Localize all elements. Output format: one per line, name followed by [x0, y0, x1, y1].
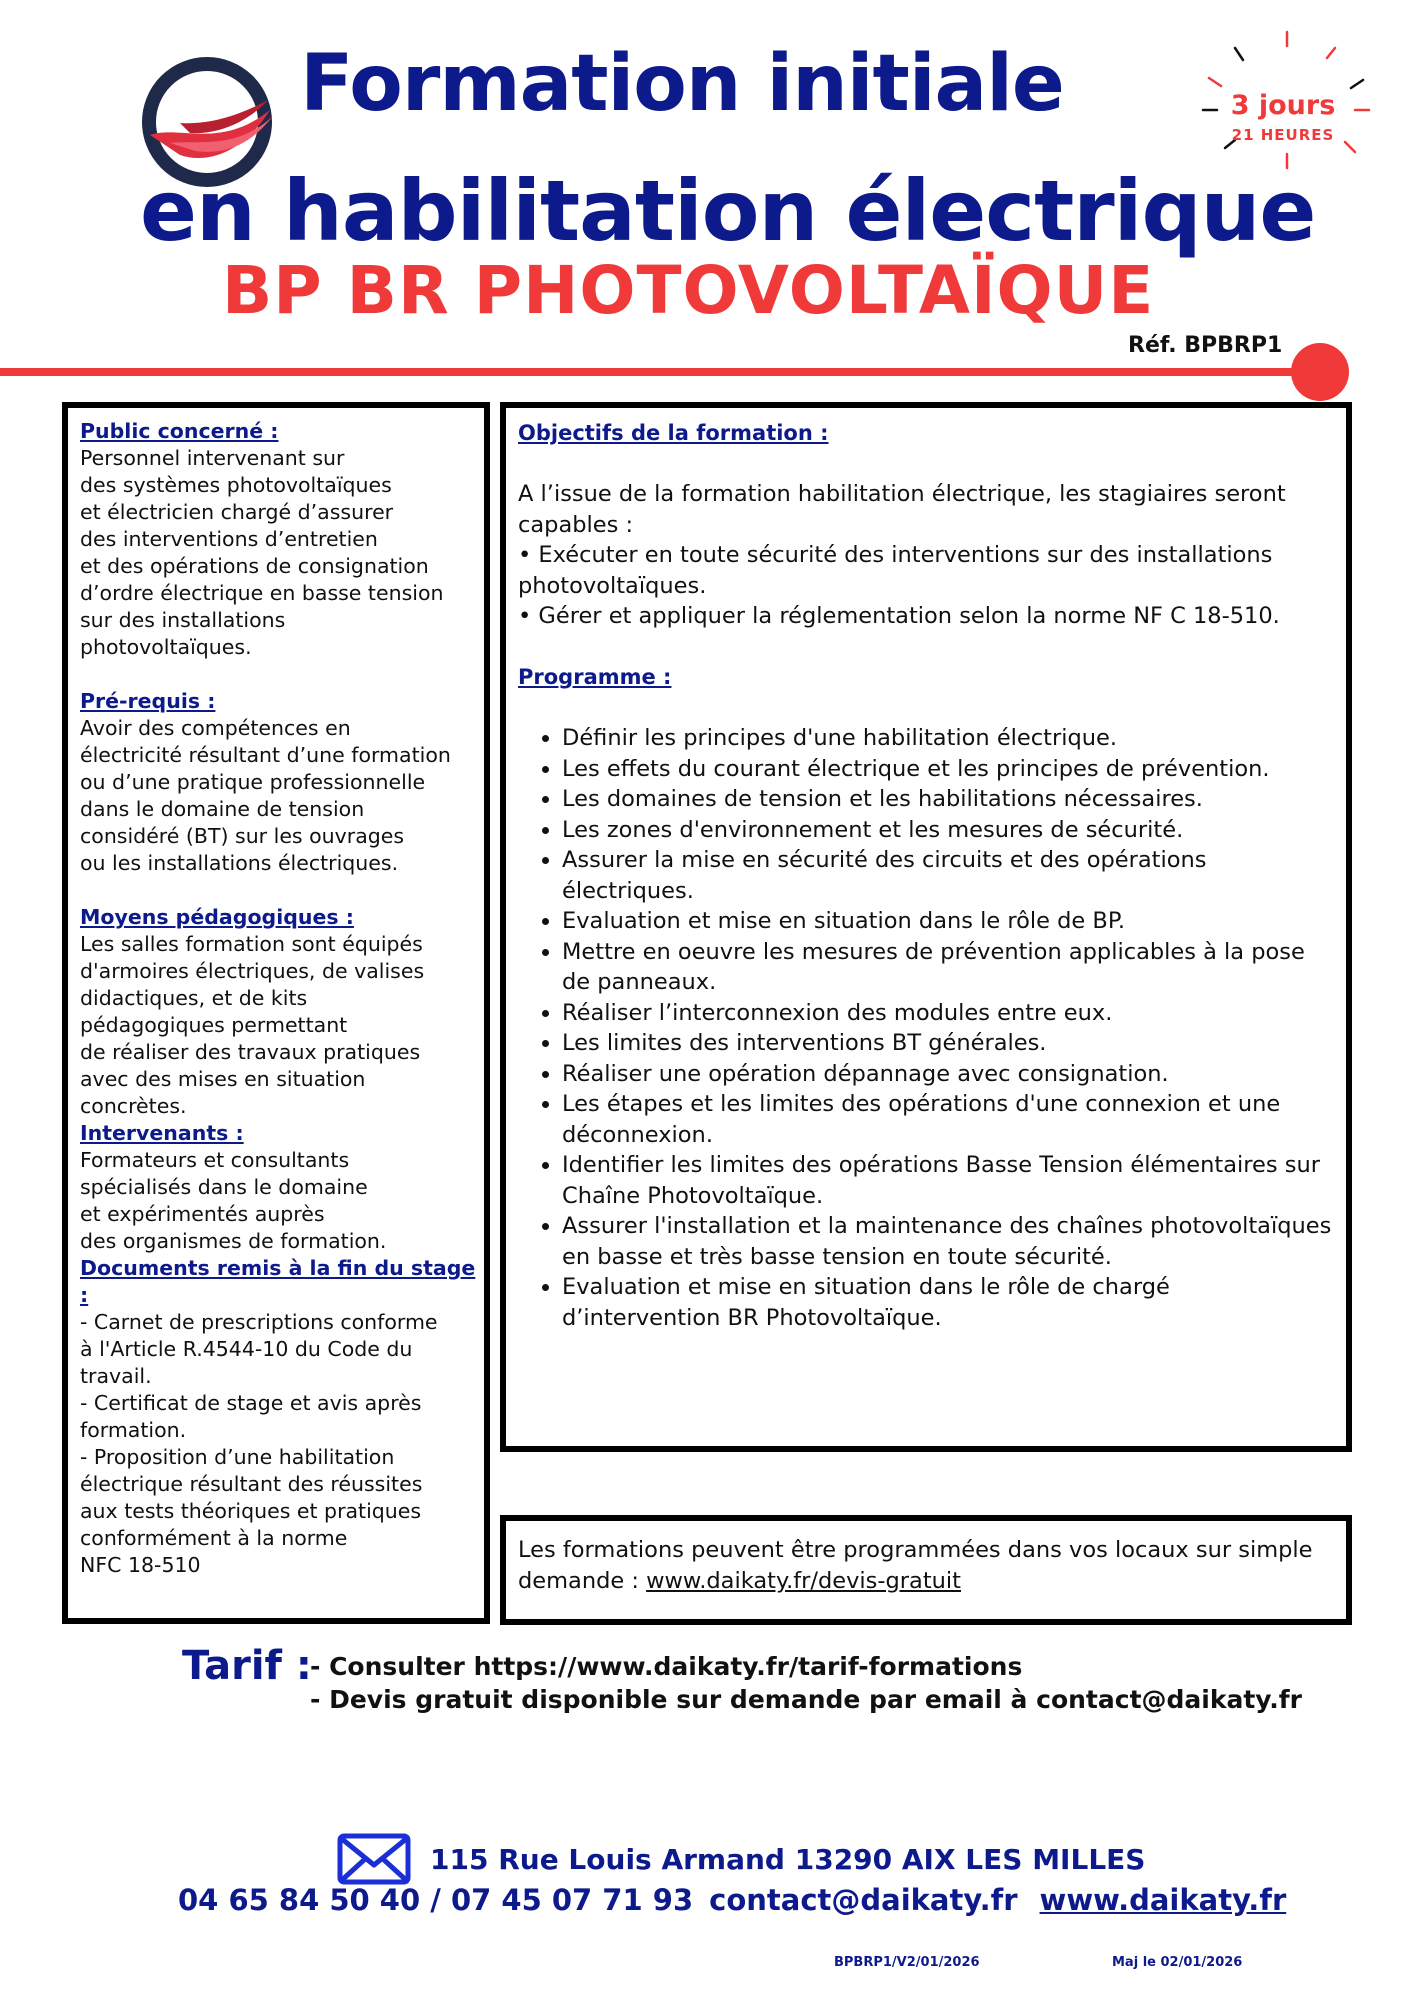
update-date: Maj le 02/01/2026: [1112, 1955, 1243, 1970]
documents-line: - Proposition d’une habilitation: [80, 1445, 395, 1469]
badge-duration-hours: 21 HEURES: [1231, 126, 1335, 144]
public-line: d’ordre électrique en basse tension: [80, 581, 444, 605]
documents-line: à l'Article R.4544-10 du Code du: [80, 1337, 413, 1361]
documents-line: travail.: [80, 1364, 152, 1388]
header-divider-dot: [1291, 343, 1349, 401]
devis-gratuit-link[interactable]: www.daikaty.fr/devis-gratuit: [646, 1567, 961, 1594]
programme-item: • Les étapes et les limites des opérations d'une connexion et une déconnexion.: [562, 1089, 1332, 1150]
info-panel-left: [62, 402, 490, 1624]
intervenants-line: Formateurs et consultants: [80, 1148, 350, 1172]
mail-icon: [337, 1833, 411, 1885]
title-line-1: Formation initiale: [300, 39, 1064, 129]
programme-item: • Les limites des interventions BT générales.: [562, 1028, 1332, 1059]
documents-line: - Certificat de stage et avis après: [80, 1391, 422, 1415]
public-line: des systèmes photovoltaïques: [80, 473, 392, 497]
objectifs-item: • Exécuter en toute sécurité des interventions sur des installations photovoltaïques.: [518, 542, 1273, 599]
programme-item: • Réaliser l’interconnexion des modules entre eux.: [562, 998, 1332, 1029]
moyens-line: de réaliser des travaux pratiques: [80, 1040, 421, 1064]
prereq-line: électricité résultant d’une formation: [80, 743, 451, 767]
prereq-line: ou les installations électriques.: [80, 851, 399, 875]
intervenants-heading: Intervenants :: [80, 1121, 244, 1145]
website-link[interactable]: www.daikaty.fr: [1039, 1883, 1287, 1917]
public-line: et électricien chargé d’assurer: [80, 500, 394, 524]
documents-line: aux tests théoriques et pratiques: [80, 1499, 422, 1523]
public-line: photovoltaïques.: [80, 635, 252, 659]
documents-line: - Carnet de prescriptions conforme: [80, 1310, 438, 1334]
contact-line: [178, 1883, 1286, 1917]
tarif-line-2: - Devis gratuit disponible sur demande par email à contact@daikaty.fr: [310, 1685, 1303, 1714]
intervenants-line: et expérimentés auprès: [80, 1202, 325, 1226]
programme-item: • Définir les principes d'une habilitation électrique.: [562, 723, 1332, 754]
tarif-lines: [310, 1650, 1302, 1716]
info-panel-bottom: [500, 1515, 1352, 1625]
moyens-line: didactiques, et de kits: [80, 986, 308, 1010]
programme-item: • Identifier les limites des opérations Basse Tension élémentaires sur Chaîne Photovoltaïque.: [562, 1150, 1332, 1211]
intervenants-line: des organismes de formation.: [80, 1229, 387, 1253]
objectifs-intro: A l’issue de la formation habilitation électrique, les stagiaires seront capables :: [518, 481, 1286, 538]
moyens-line: avec des mises en situation: [80, 1067, 366, 1091]
prereq-line: Avoir des compétences en: [80, 716, 351, 740]
programme-heading: Programme :: [518, 665, 672, 689]
public-line: et des opérations de consignation: [80, 554, 429, 578]
moyens-line: d'armoires électriques, de valises: [80, 959, 425, 983]
documents-line: formation.: [80, 1418, 187, 1442]
documents-heading: Documents remis à la fin du stage :: [80, 1256, 476, 1307]
title-line-2: en habilitation électrique: [140, 162, 1316, 260]
prereq-line: considéré (BT) sur les ouvrages: [80, 824, 405, 848]
programme-item: • Réaliser une opération dépannage avec consignation.: [562, 1059, 1332, 1090]
prereq-heading: Pré-requis :: [80, 689, 216, 713]
info-panel-right: [500, 402, 1352, 1452]
document-reference: BPBRP1/V2/01/2026: [834, 1955, 980, 1970]
email-address[interactable]: contact@daikaty.fr: [709, 1883, 1018, 1917]
objectifs-heading: Objectifs de la formation :: [518, 421, 829, 445]
programme-item: • Les zones d'environnement et les mesures de sécurité.: [562, 815, 1332, 846]
prereq-line: ou d’une pratique professionnelle: [80, 770, 426, 794]
programme-item: • Les effets du courant électrique et les principes de prévention.: [562, 754, 1332, 785]
reference-code: Réf. BPBRP1: [1128, 333, 1283, 358]
bottom-box-text: Les formations peuvent être programmées dans vos locaux sur simple demande :: [518, 1537, 1313, 1594]
programme-item: • Les domaines de tension et les habilitations nécessaires.: [562, 784, 1332, 815]
documents-line: NFC 18-510: [80, 1553, 201, 1577]
intervenants-line: spécialisés dans le domaine: [80, 1175, 368, 1199]
programme-item: • Mettre en oeuvre les mesures de prévention applicables à la pose de panneaux.: [562, 937, 1332, 998]
programme-item: • Evaluation et mise en situation dans le rôle de chargé d’intervention BR Photovoltaïque.: [562, 1272, 1332, 1333]
public-line: Personnel intervenant sur: [80, 446, 345, 470]
public-line: sur des installations: [80, 608, 286, 632]
public-heading: Public concerné :: [80, 419, 279, 443]
moyens-heading: Moyens pédagogiques :: [80, 905, 354, 929]
prereq-line: dans le domaine de tension: [80, 797, 365, 821]
documents-line: conformément à la norme: [80, 1526, 348, 1550]
moyens-line: Les salles formation sont équipés: [80, 932, 423, 956]
tarif-label: Tarif :: [182, 1643, 312, 1689]
programme-item: • Assurer la mise en sécurité des circuits et des opérations électriques.: [562, 845, 1332, 906]
badge-duration-days: 3 jours: [1230, 90, 1336, 121]
public-line: des interventions d’entretien: [80, 527, 378, 551]
programme-item: • Evaluation et mise en situation dans le rôle de BP.: [562, 906, 1332, 937]
documents-line: électrique résultant des réussites: [80, 1472, 423, 1496]
phone-numbers: 04 65 84 50 40 / 07 45 07 71 93: [178, 1883, 694, 1917]
address: 115 Rue Louis Armand 13290 AIX LES MILLES: [430, 1843, 1146, 1876]
objectifs-item: • Gérer et appliquer la réglementation selon la norme NF C 18-510.: [518, 603, 1280, 629]
programme-item: • Assurer l'installation et la maintenance des chaînes photovoltaïques en basse et très basse tension en toute sécurité.: [562, 1211, 1332, 1272]
programme-list: [518, 723, 1332, 1333]
tarif-line-1: - Consulter https://www.daikaty.fr/tarif-formations: [310, 1652, 1023, 1681]
moyens-line: concrètes.: [80, 1094, 187, 1118]
title-line-3: BP BR PHOTOVOLTAÏQUE: [222, 252, 1155, 329]
moyens-line: pédagogiques permettant: [80, 1013, 348, 1037]
header-divider: [0, 368, 1310, 376]
